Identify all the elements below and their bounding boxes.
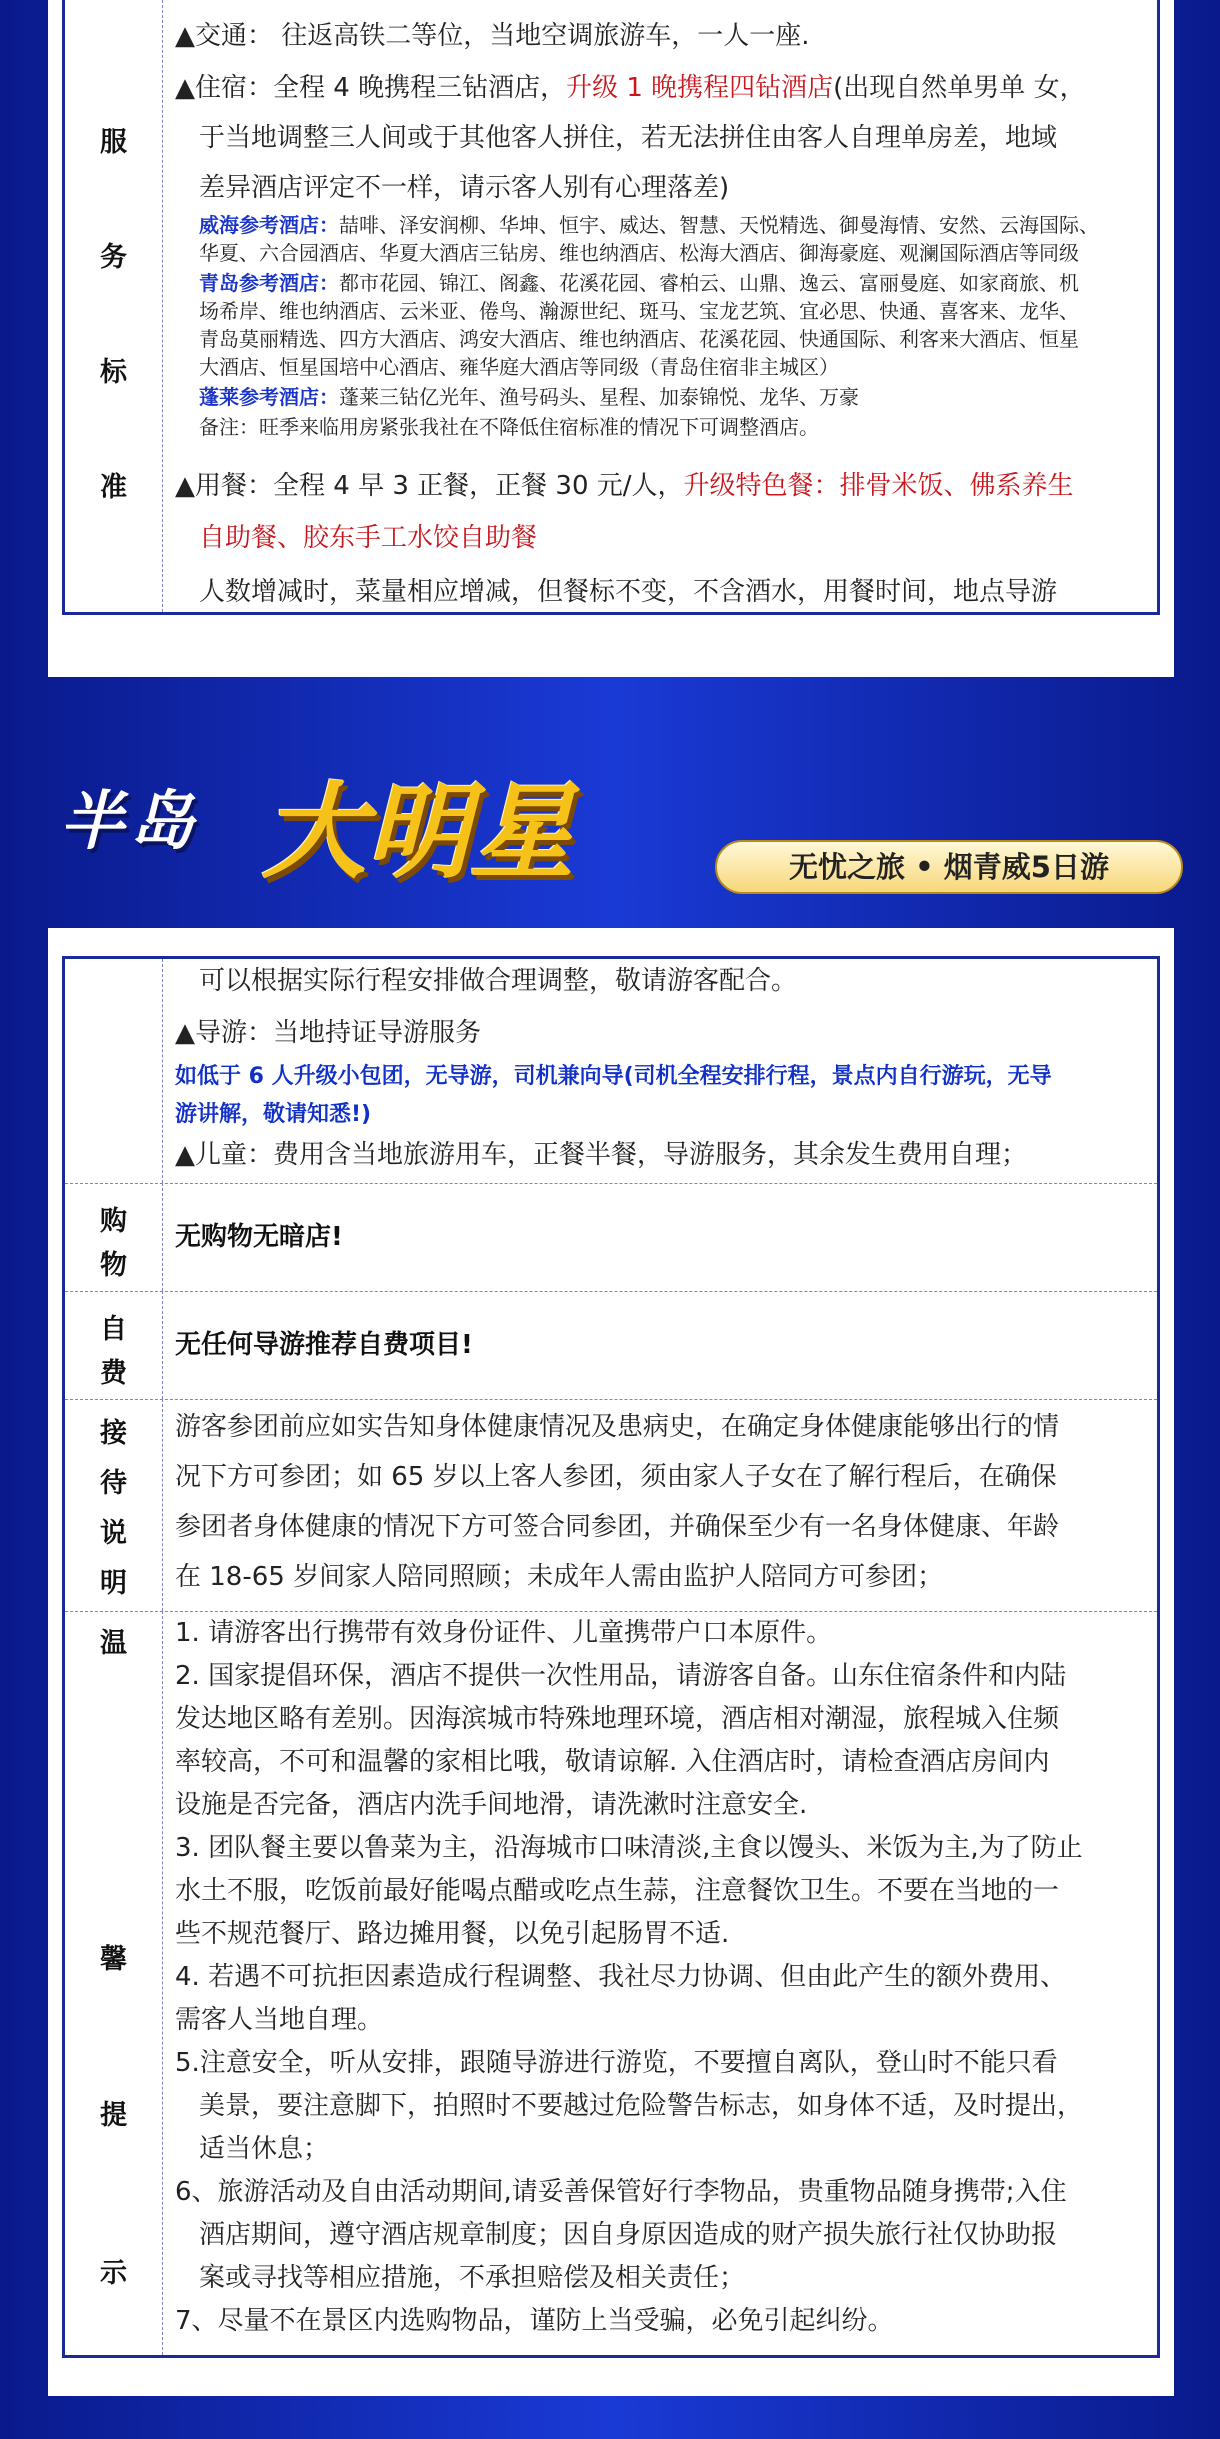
tip-line: 1. 请游客出行携带有效身份证件、儿童携带户口本原件。 <box>175 1618 833 1648</box>
label-char: 接 <box>100 1418 127 1449</box>
tip-line: 水土不服，吃饭前最好能喝点醋或吃点生蒜，注意餐饮卫生。不要在当地的一 <box>175 1876 1060 1906</box>
reception-line: 参团者身体健康的情况下方可签合同参团，并确保至少有一名身体健康、年龄 <box>175 1512 1060 1542</box>
label-char: 提 <box>100 2100 127 2131</box>
tip-line: 发达地区略有差别。因海滨城市特殊地理环境，酒店相对潮湿，旅程城入住频 <box>175 1704 1060 1734</box>
tip-line: 3. 团队餐主要以鲁菜为主，沿海城市口味清淡,主食以馒头、米饭为主,为了防止 <box>175 1833 1083 1863</box>
tip-line: 设施是否完备，酒店内洗手间地滑，请洗漱时注意安全. <box>175 1790 808 1820</box>
child-text: ▲儿童：费用含当地旅游用车，正餐半餐，导游服务，其余发生费用自理； <box>175 1140 1027 1170</box>
meal-time-note: 可以根据实际行程安排做合理调整，敬请游客配合。 <box>199 966 798 996</box>
label-char: 馨 <box>100 1944 127 1975</box>
label-char: 明 <box>100 1568 127 1599</box>
lodging-line-1: ▲住宿：全程 4 晚携程三钻酒店，升级 1 晚携程四钻酒店(出现自然单男单 女， <box>175 73 1086 103</box>
tip-line: 率较高，不可和温馨的家相比哦，敬请谅解. 入住酒店时，请检查酒店房间内 <box>175 1747 1050 1777</box>
reception-line: 在 18-65 岁间家人陪同照顾；未成年人需由监护人陪同方可参团； <box>175 1562 944 1592</box>
label-char: 温 <box>100 1628 127 1659</box>
banner-title-white: 半岛 <box>60 785 200 859</box>
tip-line: 需客人当地自理。 <box>175 2005 384 2035</box>
shopping-row <box>65 1183 1157 1292</box>
lodging-line-2: 于当地调整三人间或于其他客人拼住，若无法拼住由客人自理单房差，地域 <box>199 123 1058 153</box>
selfpay-row <box>65 1291 1157 1400</box>
service-continued-content <box>175 959 1149 1183</box>
selfpay-label <box>65 1291 163 1399</box>
service-row <box>65 0 1157 612</box>
tip-line: 7、尽量不在景区内选购物品，谨防上当受骗，必免引起纠纷。 <box>175 2306 894 2336</box>
service-standard-panel <box>48 0 1174 677</box>
guide-note-line-1: 如低于 6 人升级小包团，无导游，司机兼向导(司机全程安排行程，景点内自行游玩，无导 <box>175 1064 1052 1089</box>
tip-line: 案或寻找等相应措施，不承担赔偿及相关责任； <box>199 2263 746 2293</box>
reception-row <box>65 1399 1157 1612</box>
label-char: 购 <box>100 1206 127 1237</box>
label-char: 标 <box>100 357 127 388</box>
tips-label <box>65 1611 163 2355</box>
tip-line: 些不规范餐厅、路边摊用餐，以免引起肠胃不适. <box>175 1919 730 1949</box>
label-char: 务 <box>100 242 127 273</box>
info-panel <box>48 928 1174 2396</box>
guide-text: ▲导游：当地持证导游服务 <box>175 1018 481 1048</box>
label-char: 服 <box>100 127 127 158</box>
label-char: 自 <box>100 1314 127 1345</box>
reception-line: 况下方可参团；如 65 岁以上客人参团，须由家人子女在了解行程后，在确保 <box>175 1462 1057 1492</box>
banner-subtitle: 无忧之旅 • 烟青威5日游 <box>715 840 1183 894</box>
reception-label <box>65 1399 163 1611</box>
tip-line: 5.注意安全，听从安排，跟随导游进行游览，不要擅自离队，登山时不能只看 <box>175 2048 1058 2078</box>
service-table <box>62 0 1160 615</box>
lodging-line-3: 差异酒店评定不一样，请示客人别有心理落差) <box>199 173 730 203</box>
tip-line: 适当休息； <box>199 2134 330 2164</box>
tip-line: 酒店期间，遵守酒店规章制度；因自身原因造成的财产损失旅行社仅协助报 <box>199 2220 1058 2250</box>
label-char: 示 <box>100 2258 127 2289</box>
shopping-text: 无购物无暗店! <box>175 1222 343 1252</box>
info-table <box>62 956 1160 2358</box>
tip-line: 2. 国家提倡环保，酒店不提供一次性用品，请游客自备。山东住宿条件和内陆 <box>175 1661 1067 1691</box>
tip-line: 6、旅游活动及自由活动期间,请妥善保管好行李物品，贵重物品随身携带;入住 <box>175 2177 1067 2207</box>
meals-line-1: ▲用餐：全程 4 早 3 正餐，正餐 30 元/人，升级特色餐：排骨米饭、佛系养生 <box>175 471 1074 501</box>
transport-text: ▲交通： 往返高铁二等位，当地空调旅游车，一人一座. <box>175 21 810 51</box>
selfpay-text: 无任何导游推荐自费项目! <box>175 1330 473 1360</box>
service-continued-row <box>65 959 1157 1184</box>
selfpay-content <box>175 1291 1149 1399</box>
tip-line: 美景，要注意脚下，拍照时不要越过危险警告标志，如身体不适，及时提出， <box>199 2091 1084 2121</box>
service-label <box>65 0 163 612</box>
shopping-label <box>65 1183 163 1291</box>
tips-row <box>65 1611 1157 2355</box>
label-char: 费 <box>100 1358 127 1389</box>
tips-content <box>175 1611 1149 2355</box>
meals-line-3: 人数增减时，菜量相应增减，但餐标不变，不含酒水，用餐时间，地点导游 <box>199 577 1058 607</box>
reception-line: 游客参团前应如实告知身体健康情况及患病史，在确定身体健康能够出行的情 <box>175 1412 1060 1442</box>
tip-line: 4. 若遇不可抗拒因素造成行程调整、我社尽力协调、但由此产生的额外费用、 <box>175 1962 1067 1992</box>
label-char: 物 <box>100 1250 127 1281</box>
meals-line-2: 自助餐、胶东手工水饺自助餐 <box>199 523 538 553</box>
qingdao-hotels-line-2: 场希岸、维也纳酒店、云米亚、倦鸟、瀚源世纪、斑马、宝龙艺筑、宜必思、快通、喜客来、龙华、 <box>199 299 1079 323</box>
qingdao-hotels-line-4: 大酒店、恒星国培中心酒店、雍华庭大酒店等同级（青岛住宿非主城区） <box>199 355 839 379</box>
guide-note-line-2: 游讲解，敬请知悉!) <box>175 1102 372 1127</box>
title-banner <box>0 722 1220 922</box>
service-content <box>175 0 1149 612</box>
lodging-note: 备注：旺季来临用房紧张我社在不降低住宿标准的情况下可调整酒店。 <box>199 415 819 439</box>
shopping-content <box>175 1183 1149 1291</box>
weihai-hotels-line-2: 华夏、六合园酒店、华夏大酒店三钻房、维也纳酒店、松海大酒店、御海豪庭、观澜国际酒店等同级 <box>199 241 1079 265</box>
qingdao-hotels-line-1: 青岛参考酒店：都市花园、锦江、阁鑫、花溪花园、睿柏云、山鼎、逸云、富丽曼庭、如家商旅、机 <box>199 271 1079 295</box>
banner-title-gold: 大明星 <box>262 770 575 893</box>
reception-content <box>175 1399 1149 1611</box>
label-char: 准 <box>100 472 127 503</box>
qingdao-hotels-line-3: 青岛莫丽精选、四方大酒店、鸿安大酒店、维也纳酒店、花溪花园、快通国际、利客来大酒店、恒星 <box>199 327 1079 351</box>
label-char: 待 <box>100 1468 127 1499</box>
weihai-hotels-line-1: 威海参考酒店：喆啡、泽安润柳、华坤、恒宇、威达、智慧、天悦精选、御曼海情、安然、云海国际、 <box>199 213 1099 237</box>
service-continued-label <box>65 959 163 1183</box>
label-char: 说 <box>100 1518 127 1549</box>
penglai-hotels-line-1: 蓬莱参考酒店：蓬莱三钻亿光年、渔号码头、星程、加泰锦悦、龙华、万豪 <box>199 385 859 409</box>
